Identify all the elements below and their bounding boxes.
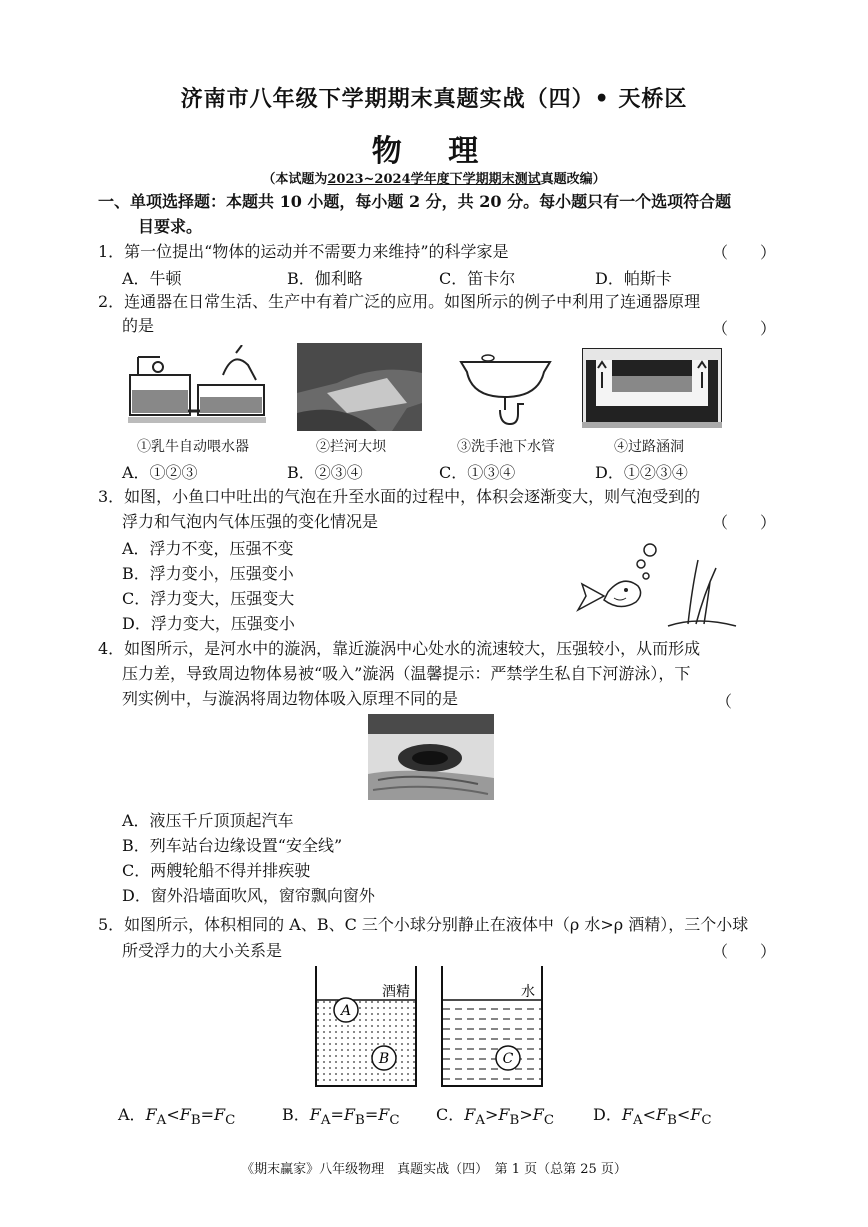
q4-answer-paren: （: [716, 692, 733, 711]
section-heading-line1: 一、单项选择题：本题共 10 小题，每小题 2 分，共 20 分。每小题只有一个选项符合题: [98, 192, 732, 211]
q2-caption-4: ④过路涵洞: [614, 439, 684, 455]
q2-caption-3: ③洗手池下水管: [457, 439, 555, 455]
q5-option-a: A．$F_A<F_B=F_C$: [118, 1105, 236, 1129]
q4-option-c: C．两艘轮船不得并排疾驶: [122, 861, 311, 880]
q5-option-b: B．$F_A=F_B=F_C$: [282, 1105, 400, 1129]
q3-option-d: D．浮力变大，压强变小: [122, 614, 295, 633]
q1-option-a: A．牛顿: [122, 269, 182, 288]
q1-option-d: D．帕斯卡: [595, 269, 672, 288]
q1-answer-paren: （ ）: [712, 243, 777, 262]
q2-caption-2: ②拦河大坝: [316, 439, 386, 455]
q4-option-b: B．列车站台边缘设置“安全线”: [122, 836, 343, 855]
q2-option-a: A．①②③: [122, 463, 198, 482]
q2-stem-line2: 的是: [122, 316, 155, 335]
cow-water-feeder-figure: [128, 345, 268, 430]
note-middle: 学年度下学期期末测试: [410, 172, 541, 187]
ball-a-label: A: [340, 1003, 352, 1019]
q3-option-a: A．浮力不变，压强不变: [122, 539, 294, 558]
note-suffix: 真题改编）: [540, 172, 606, 187]
exam-source-note: [0, 168, 868, 187]
q5-stem-line2: 所受浮力的大小关系是: [122, 941, 283, 960]
q4-stem-line1: 4．如图所示，是河水中的漩涡，靠近漩涡中心处水的流速较大，压强较小，从而形成: [98, 639, 701, 658]
q5-option-d: D．$F_A<F_B<F_C$: [593, 1105, 712, 1129]
sink-drain-figure: [458, 352, 553, 430]
fish-bubbles-figure: [568, 538, 738, 630]
subject-title: 物 理: [371, 134, 497, 169]
ball-b-label: B: [378, 1051, 390, 1067]
q4-stem-line2: 压力差，导致周边物体易被“吸入”漩涡（温馨提示：严禁学生私自下河游泳），下: [122, 664, 691, 683]
alcohol-label: 酒精: [382, 984, 410, 1000]
dam-photo-figure: [297, 343, 422, 431]
section-heading-line2: 目要求。: [138, 217, 203, 236]
exam-title: 济南市八年级下学期期末真题实战（四）• 天桥区: [180, 86, 688, 112]
q3-stem-line2: 浮力和气泡内气体压强的变化情况是: [122, 512, 379, 531]
q3-answer-paren: （ ）: [712, 513, 777, 532]
q1-stem: 1．第一位提出“物体的运动并不需要力来维持”的科学家是: [98, 242, 509, 261]
q5-option-c: C．$F_A>F_B>F_C$: [436, 1105, 555, 1129]
water-label: 水: [521, 984, 535, 1000]
q2-option-c: C．①③④: [439, 463, 516, 482]
q2-caption-1: ①乳牛自动喂水器: [137, 439, 249, 455]
q5-answer-paren: （ ）: [712, 942, 777, 961]
whirlpool-photo-figure: [368, 714, 494, 800]
note-years: 2023~2024: [327, 172, 411, 187]
q5-stem-line1: 5．如图所示，体积相同的 A、B、C 三个小球分别静止在液体中（ρ 水>ρ 酒精），三个小球: [98, 915, 749, 934]
q1-option-c: C．笛卡尔: [439, 269, 516, 288]
q3-option-b: B．浮力变小，压强变小: [122, 564, 294, 583]
q3-stem-line1: 3．如图，小鱼口中吐出的气泡在升至水面的过程中，体积会逐渐变大，则气泡受到的: [98, 487, 701, 506]
q1-option-b: B．伽利略: [287, 269, 363, 288]
road-culvert-figure: [582, 348, 722, 428]
q4-stem-line3: 列实例中，与漩涡将周边物体吸入原理不同的是: [122, 689, 459, 708]
q2-stem-line1: 2．连通器在日常生活、生产中有着广泛的应用。如图所示的例子中利用了连通器原理: [98, 292, 701, 311]
q4-option-a: A．液压千斤顶顶起汽车: [122, 811, 294, 830]
page-footer: 《期末赢家》八年级物理 真题实战（四） 第 1 页（总第 25 页）: [241, 1162, 627, 1177]
beakers-figure: [310, 964, 550, 1090]
q2-answer-paren: （ ）: [712, 319, 777, 338]
note-prefix: （本试题为: [262, 172, 328, 187]
q2-option-d: D．①②③④: [595, 463, 688, 482]
ball-c-label: C: [502, 1051, 514, 1067]
q4-option-d: D．窗外沿墙面吹风，窗帘飘向窗外: [122, 886, 375, 905]
q3-option-c: C．浮力变大，压强变大: [122, 589, 295, 608]
q2-option-b: B．②③④: [287, 463, 363, 482]
